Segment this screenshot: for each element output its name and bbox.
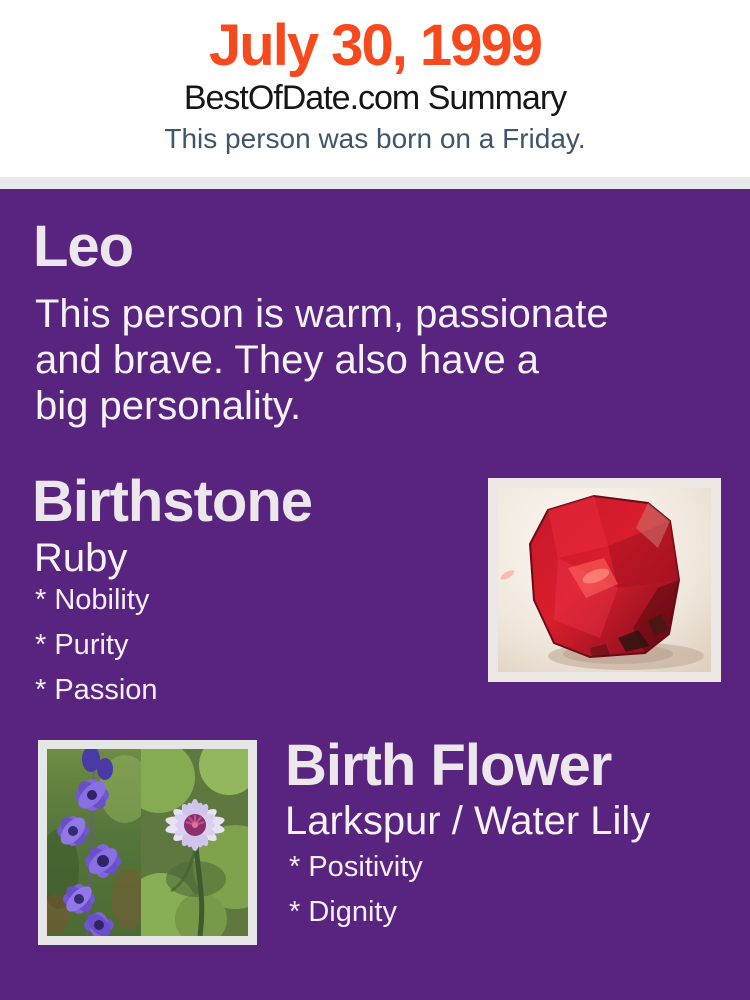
- zodiac-sign-title: Leo: [33, 214, 134, 279]
- birth-flower-title: Birth Flower: [285, 733, 612, 798]
- main-panel: [0, 189, 750, 1000]
- weekday-note: This person was born on a Friday.: [164, 123, 586, 154]
- site-summary-title: BestOfDate.com Summary: [183, 79, 567, 117]
- birth-flower-name: Larkspur / Water Lily: [285, 799, 651, 843]
- ruby-photo-frame: [488, 478, 721, 682]
- header: [0, 0, 750, 177]
- zodiac-description-line: and brave. They also have a: [35, 338, 540, 382]
- water-lily-photo: [141, 749, 248, 936]
- date-title: July 30, 1999: [209, 13, 541, 78]
- flower-photo-frame: [38, 740, 257, 945]
- birthstone-trait-list: [35, 585, 158, 720]
- birthstone-trait: * Passion: [35, 674, 158, 706]
- birthstone-trait: * Purity: [35, 629, 129, 661]
- birth-flower-trait-list: [289, 852, 423, 942]
- larkspur-photo: [47, 749, 141, 936]
- birthstone-name: Ruby: [34, 536, 128, 580]
- divider-strip: [0, 177, 750, 189]
- zodiac-description: [35, 291, 609, 429]
- ruby-photo: [498, 488, 711, 672]
- zodiac-description-line: big personality.: [35, 384, 302, 428]
- birth-flower-trait: * Dignity: [289, 896, 397, 928]
- birth-flower-trait: * Positivity: [289, 851, 423, 883]
- zodiac-description-line: This person is warm, passionate: [35, 292, 609, 336]
- birthstone-title: Birthstone: [32, 469, 312, 534]
- birthstone-trait: * Nobility: [35, 584, 150, 616]
